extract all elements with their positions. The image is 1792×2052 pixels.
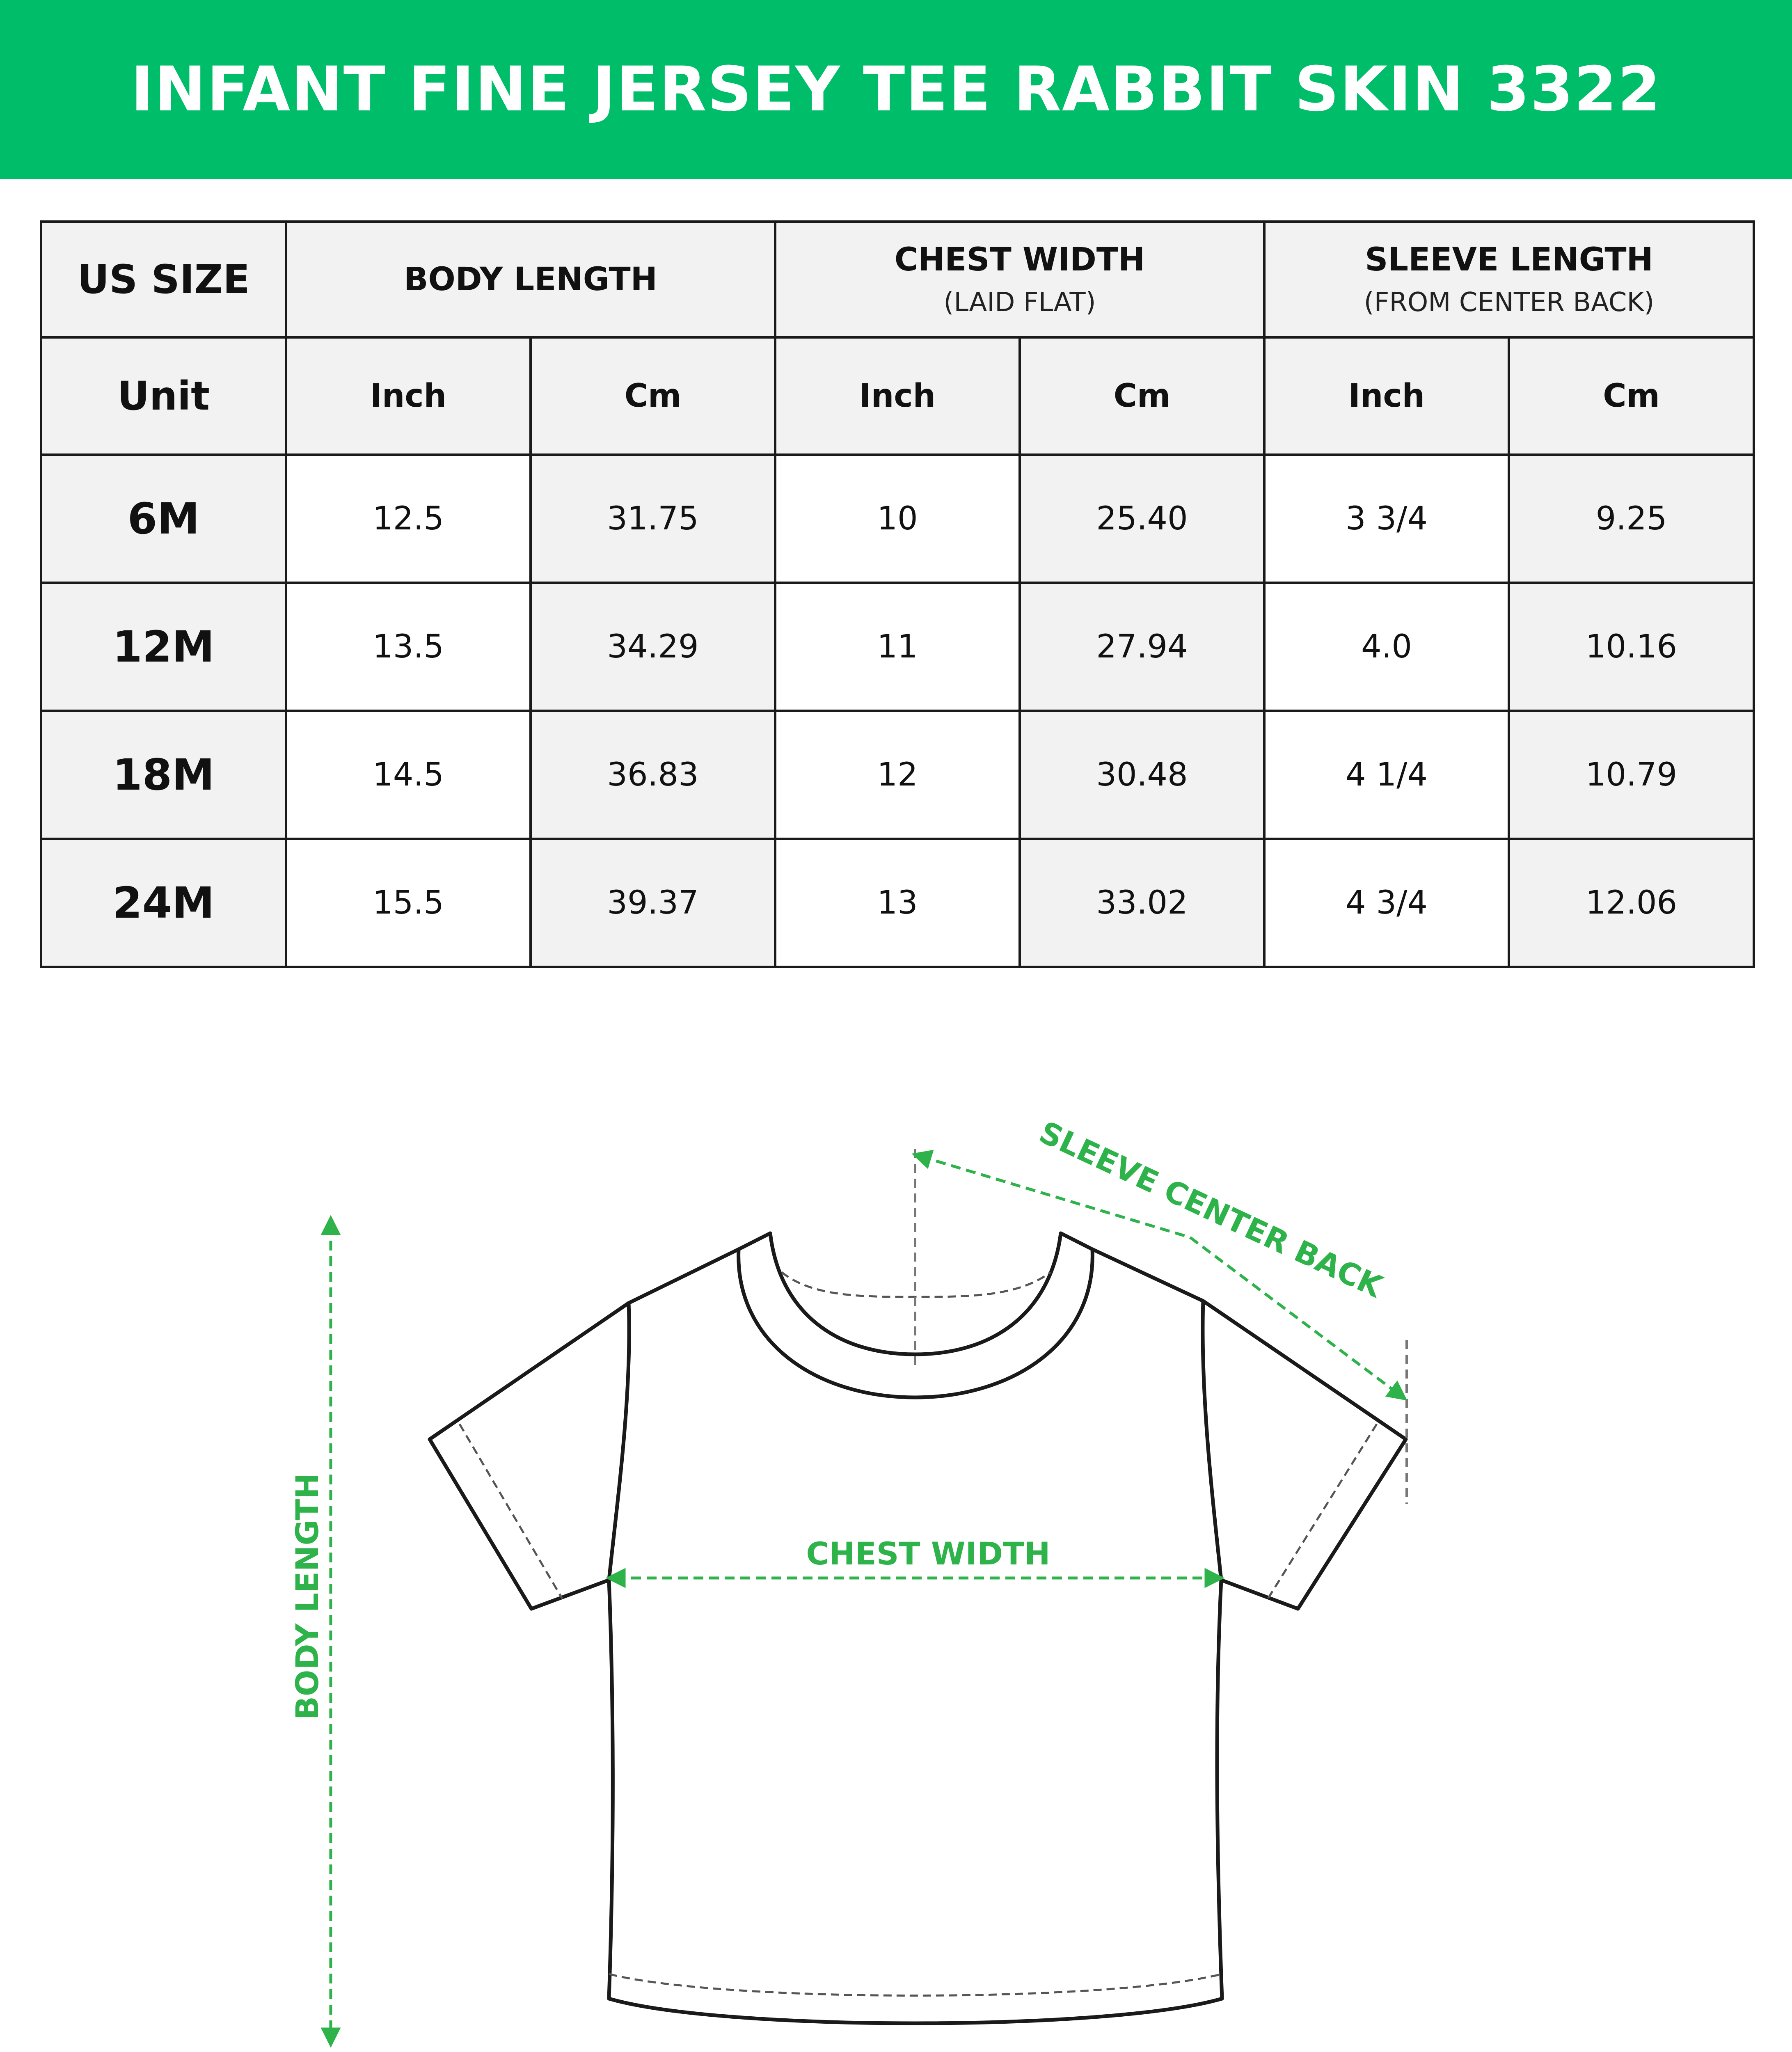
value-cell: 11	[775, 583, 1020, 711]
unit-label: Unit	[41, 337, 286, 455]
unit-cell: Cm	[1020, 337, 1264, 455]
value-cell: 15.5	[286, 839, 531, 967]
sleeve-center-back-label: SLEEVE CENTER BACK	[1034, 1114, 1388, 1305]
value-cell: 33.02	[1020, 839, 1264, 967]
value-cell: 31.75	[531, 455, 775, 583]
value-cell: 12	[775, 711, 1020, 839]
header-sleeve-length-sub: (FROM CENTER BACK)	[1364, 287, 1655, 318]
header-sleeve-length: SLEEVE LENGTH (FROM CENTER BACK)	[1264, 222, 1754, 337]
tshirt-icon	[430, 1233, 1406, 2023]
value-cell: 14.5	[286, 711, 531, 839]
header-us-size: US SIZE	[41, 222, 286, 337]
value-cell: 30.48	[1020, 711, 1264, 839]
header-chest-width: CHEST WIDTH (LAID FLAT)	[775, 222, 1264, 337]
unit-cell: Inch	[1264, 337, 1509, 455]
value-cell: 12.5	[286, 455, 531, 583]
value-cell: 25.40	[1020, 455, 1264, 583]
unit-cell: Inch	[775, 337, 1020, 455]
value-cell: 12.06	[1509, 839, 1754, 967]
unit-cell: Cm	[1509, 337, 1754, 455]
value-cell: 36.83	[531, 711, 775, 839]
body-length-label: BODY LENGTH	[289, 1473, 325, 1720]
stitch-lines	[460, 1272, 1377, 1996]
size-cell: 6M	[41, 455, 286, 583]
value-cell: 3 3/4	[1264, 455, 1509, 583]
size-cell: 18M	[41, 711, 286, 839]
value-cell: 13	[775, 839, 1020, 967]
value-cell: 10.16	[1509, 583, 1754, 711]
value-cell: 39.37	[531, 839, 775, 967]
value-cell: 4 3/4	[1264, 839, 1509, 967]
value-cell: 4.0	[1264, 583, 1509, 711]
value-cell: 4 1/4	[1264, 711, 1509, 839]
value-cell: 27.94	[1020, 583, 1264, 711]
unit-cell: Inch	[286, 337, 531, 455]
page-title: INFANT FINE JERSEY TEE RABBIT SKIN 3322	[130, 54, 1662, 125]
value-cell: 34.29	[531, 583, 775, 711]
value-cell: 13.5	[286, 583, 531, 711]
header-chest-width-sub: (LAID FLAT)	[943, 287, 1096, 318]
header-body-length: BODY LENGTH	[286, 222, 775, 337]
value-cell: 10.79	[1509, 711, 1754, 839]
unit-cell: Cm	[531, 337, 775, 455]
value-cell: 10	[775, 455, 1020, 583]
measurement-arrows	[331, 1157, 1399, 2038]
chest-width-label: CHEST WIDTH	[806, 1535, 1050, 1572]
value-cell: 9.25	[1509, 455, 1754, 583]
size-cell: 12M	[41, 583, 286, 711]
size-cell: 24M	[41, 839, 286, 967]
